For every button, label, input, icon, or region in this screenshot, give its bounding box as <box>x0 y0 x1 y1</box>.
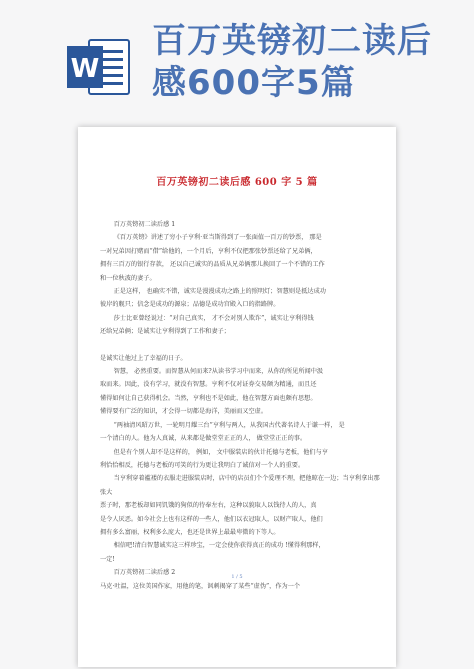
text-line: 当亨利穿着褴褛的衣服走进服装店时，店中的店员们个个爱理不理，把他晾在一边；当亨利拿出那张大 <box>100 475 380 496</box>
text-line: 是令人厌恶。如今社会上也有这样的一些人，他们以衣冠取人，以财产取人，他们 <box>100 515 323 523</box>
text-line: 拥有多么富丽，权利多么庞大，也还是世界上最最卑微的下等人。 <box>100 528 280 536</box>
text-line: 拥有三百万的银行存款， 还以自己诚实的品质从兄弟俩那儿换回了一个不错的工作 <box>100 261 325 269</box>
text-line: 百万英镑初二读后感 2 <box>113 569 176 577</box>
text-line: 《百万英镑》讲述了穷小子亨利·亚当斯得到了一张面值一百万的钞票， 那是 <box>113 234 322 242</box>
document-page <box>78 127 396 667</box>
text-line: 懂得要有广泛的知识，才会得一切都是海洋，美丽而又空虚。 <box>100 408 268 416</box>
document-title: 百万英镑初二读后感 600 字 5 篇 <box>156 177 318 188</box>
text-line: 懂得如何让自己获得机会。当然，亨利也不是如此，他在智慧方面也颇有思想。 <box>100 394 317 402</box>
text-line: 和一位秋波的妻子。 <box>100 274 156 282</box>
text-line: 智慧， 必然重要。而智慧从何而来?从读书学习中而来，从你的所见所闻中汲 <box>113 368 324 376</box>
text-line: 相信吧!清白智慧诚实这三样珍宝，一定会使你获得真正的成功 !懂得利那样， <box>113 542 325 550</box>
text-line: 但是有个别人却不是这样的， 例如， 文中服装店的伙计托德与老板，他们与亨 <box>113 448 328 456</box>
word-logo-letter: W <box>70 54 100 84</box>
text-line: “两袖清风昭万世，一轮明月耀三台”亨利与两人，从我国古代著名诗人于谦一样， 是 <box>113 421 345 429</box>
text-line: 还给兄弟俩；是诚实让亨利得到了工作和妻子； <box>100 328 230 336</box>
text-line: 取而来。因此，没有学习，就没有智慧。亨利不仅对证券交易颇为精通，而且还 <box>100 381 317 389</box>
page-indicator: 1 / 5 <box>231 574 243 580</box>
text-line: 马克·吐温，这位美国作家，用他的笔，讽刺揭穿了某些“虚伪”，作为一个 <box>100 582 301 590</box>
text-line: 莎士比亚曾经说过：“对自己真实， 才不会对别人欺诈”，诚实让亨利得钱 <box>113 314 314 322</box>
text-line: 利恰恰相反，托德与老板的可笑的行为更让我明白了诚信对一个人的重要。 <box>100 461 305 469</box>
header <box>0 0 474 125</box>
paragraph-gap <box>100 339 382 352</box>
document-body <box>100 218 382 593</box>
text-line: 一定! <box>100 555 115 563</box>
text-line: 百万英镑初二读后感 1 <box>113 221 176 228</box>
text-line: 彼岸的舰只；信念是成功的源泉；品德是成功宫殿入口的指路牌。 <box>100 301 280 309</box>
text-line: 一个清白的人。他为人真诚，从来都是做堂堂正正的人， 做堂堂正正的事。 <box>100 435 307 443</box>
text-line: 票子时，那老板却如同饥饿的狗似的待奉左右，这种以貌取人以钱待人的人，真 <box>100 502 317 510</box>
text-line: 是诚实让他过上了幸福的日子。 <box>100 354 187 362</box>
word-document-icon <box>67 36 131 98</box>
page-title: 百万英镑初二读后感600字5篇 <box>152 21 432 103</box>
text-line: 一对兄弟因打赌而“借”给他的，一个月后，亨利不仅把那张钞票还给了兄弟俩， <box>100 247 317 255</box>
text-line: 正是这样， 也确实不错，诚实是漫漫成功之路上的照明灯；智慧则是抵达成功 <box>113 288 326 296</box>
